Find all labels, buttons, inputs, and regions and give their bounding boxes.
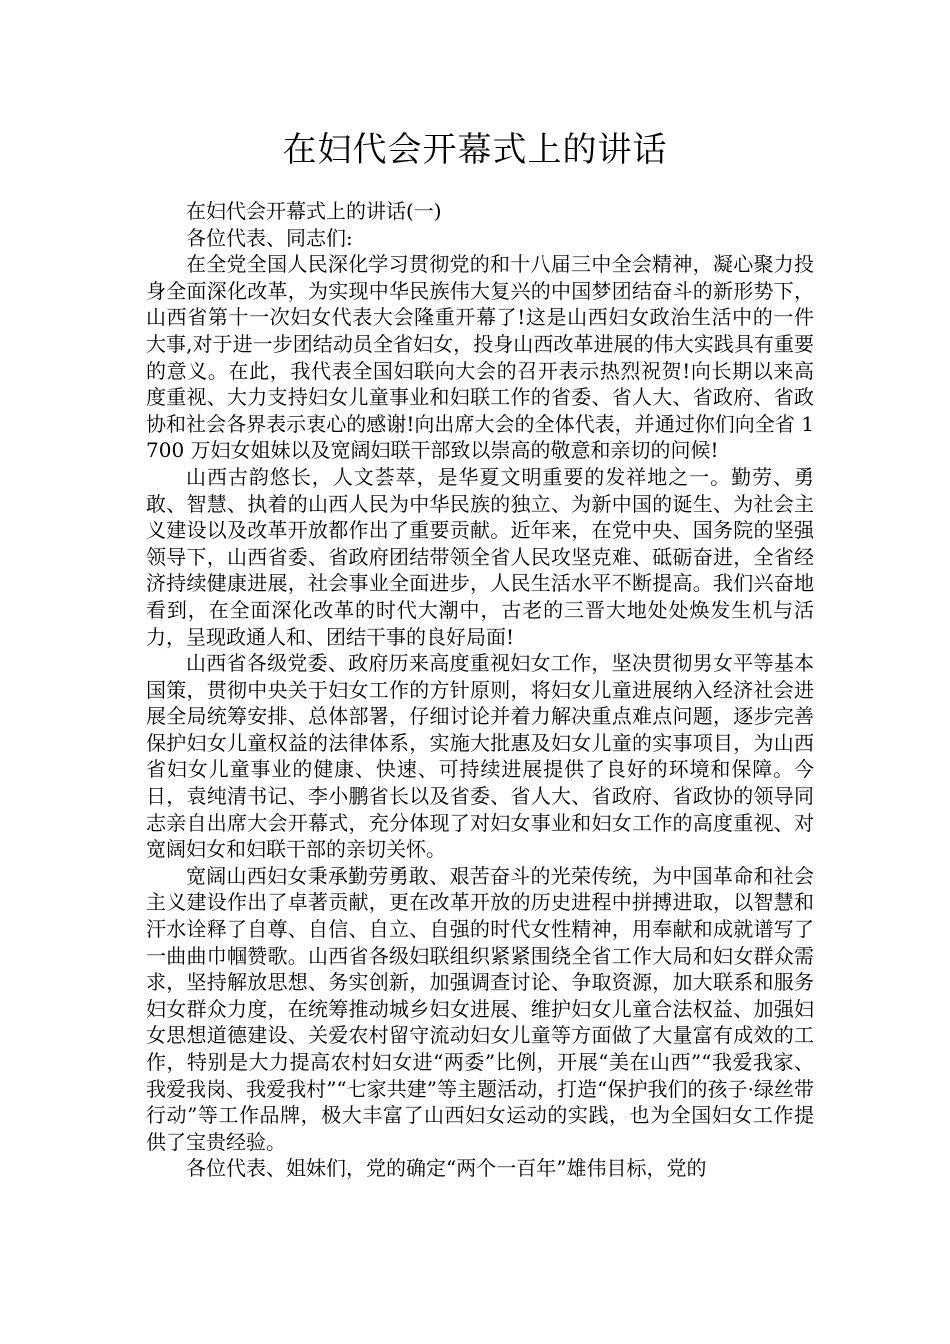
document-body xyxy=(146,198,814,1182)
paragraph-closing-start: 各位代表、姐妹们，党的确定“两个一百年”雄伟目标，党的 xyxy=(186,1156,707,1181)
paragraph-provincial-support: 山西省各级党委、政府历来高度重视妇女工作，坚决贯彻男女平等基本国策，贯彻中央关于妇女工作的方针原则，将妇女儿童进展纳入经济社会进展全局统筹安排、总体部署，仔细讨论并着力解决重点难点问题，逐步完善保护妇女儿童权益的法律体系，实施大批惠及妇女儿童的实事项目，为山西省妇女儿童事业的健康、快速、可持续进展提供了良好的环境和保障。今日，袁纯清书记、李小鹏省长以及省委、省人大、省政府、省政协的领导同志亲自出席大会开幕式，充分体现了对妇女事业和妇女工作的高度重视、对宽阔妇女和妇联干部的亲切关怀。 xyxy=(146,651,814,862)
salutation: 各位代表、同志们: xyxy=(186,225,353,250)
paragraph-congratulations: 在全党全国人民深化学习贯彻党的和十八届三中全会精神，凝心聚力投身全面深化改革，为实现中华民族伟大复兴的中国梦团结奋斗的新形势下，山西省第十一次妇女代表大会隆重开幕了!这是山西妇女政治生活中的一件大事,对于进一步团结动员全省妇女，投身山西改革进展的伟大实践具有重要的意义。在此，我代表全国妇联向大会的召开表示热烈祝贺!向长期以来高度重视、大力支持妇女儿童事业和妇联工作的省委、省人大、省政府、省政协和社会各界表示衷心的感谢!向出席大会的全体代表，并通过你们向全省 1700 万妇女姐妹以及宽阔妇联干部致以崇高的敬意和亲切的问候! xyxy=(146,252,814,463)
document-subtitle: 在妇代会开幕式上的讲话(一) xyxy=(186,199,442,223)
paragraph-shanxi-history: 山西古韵悠长，人文荟萃，是华夏文明重要的发祥地之一。勤劳、勇敢、智慧、执着的山西人民为中华民族的独立、为新中国的诞生、为社会主义建设以及改革开放都作出了重要贡献。近年来，在党中央、国务院的坚强领导下，山西省委、省政府团结带领全省人民攻坚克难、砥砺奋进，全省经济持续健康进展，社会事业全面进步，人民生活水平不断提高。我们兴奋地看到，在全面深化改革的时代大潮中，古老的三晋大地处处焕发生机与活力，呈现政通人和、团结干事的良好局面! xyxy=(146,464,814,649)
document-title: 在妇代会开幕式上的讲话 xyxy=(282,130,668,170)
paragraph-shanxi-women: 宽阔山西妇女秉承勤劳勇敢、艰苦奋斗的光荣传统，为中国革命和社会主义建设作出了卓著贡献，更在改革开放的历史进程中拼搏进取，以智慧和汗水诠释了自尊、自信、自立、自强的时代女性精神，用奉献和成就谱写了一曲曲巾帼赞歌。山西省各级妇联组织紧紧围绕全省工作大局和妇女群众需求，坚持解放思想、务实创新，加强调查讨论、争取资源，加大联系和服务妇女群众力度，在统筹推动城乡妇女进展、维护妇女儿童合法权益、加强妇女思想道德建设、关爱农村留守流动妇女儿童等方面做了大量富有成效的工作，特别是大力提高农村妇女进“两委”比例，开展“美在山西”“我爱我家、我爱我岗、我爱我村”“七家共建”等主题活动，打造“保护我们的孩子·绿丝带行动”等工作品牌，极大丰富了山西妇女运动的实践，也为全国妇女工作提供了宝贵经验。 xyxy=(146,863,814,1154)
